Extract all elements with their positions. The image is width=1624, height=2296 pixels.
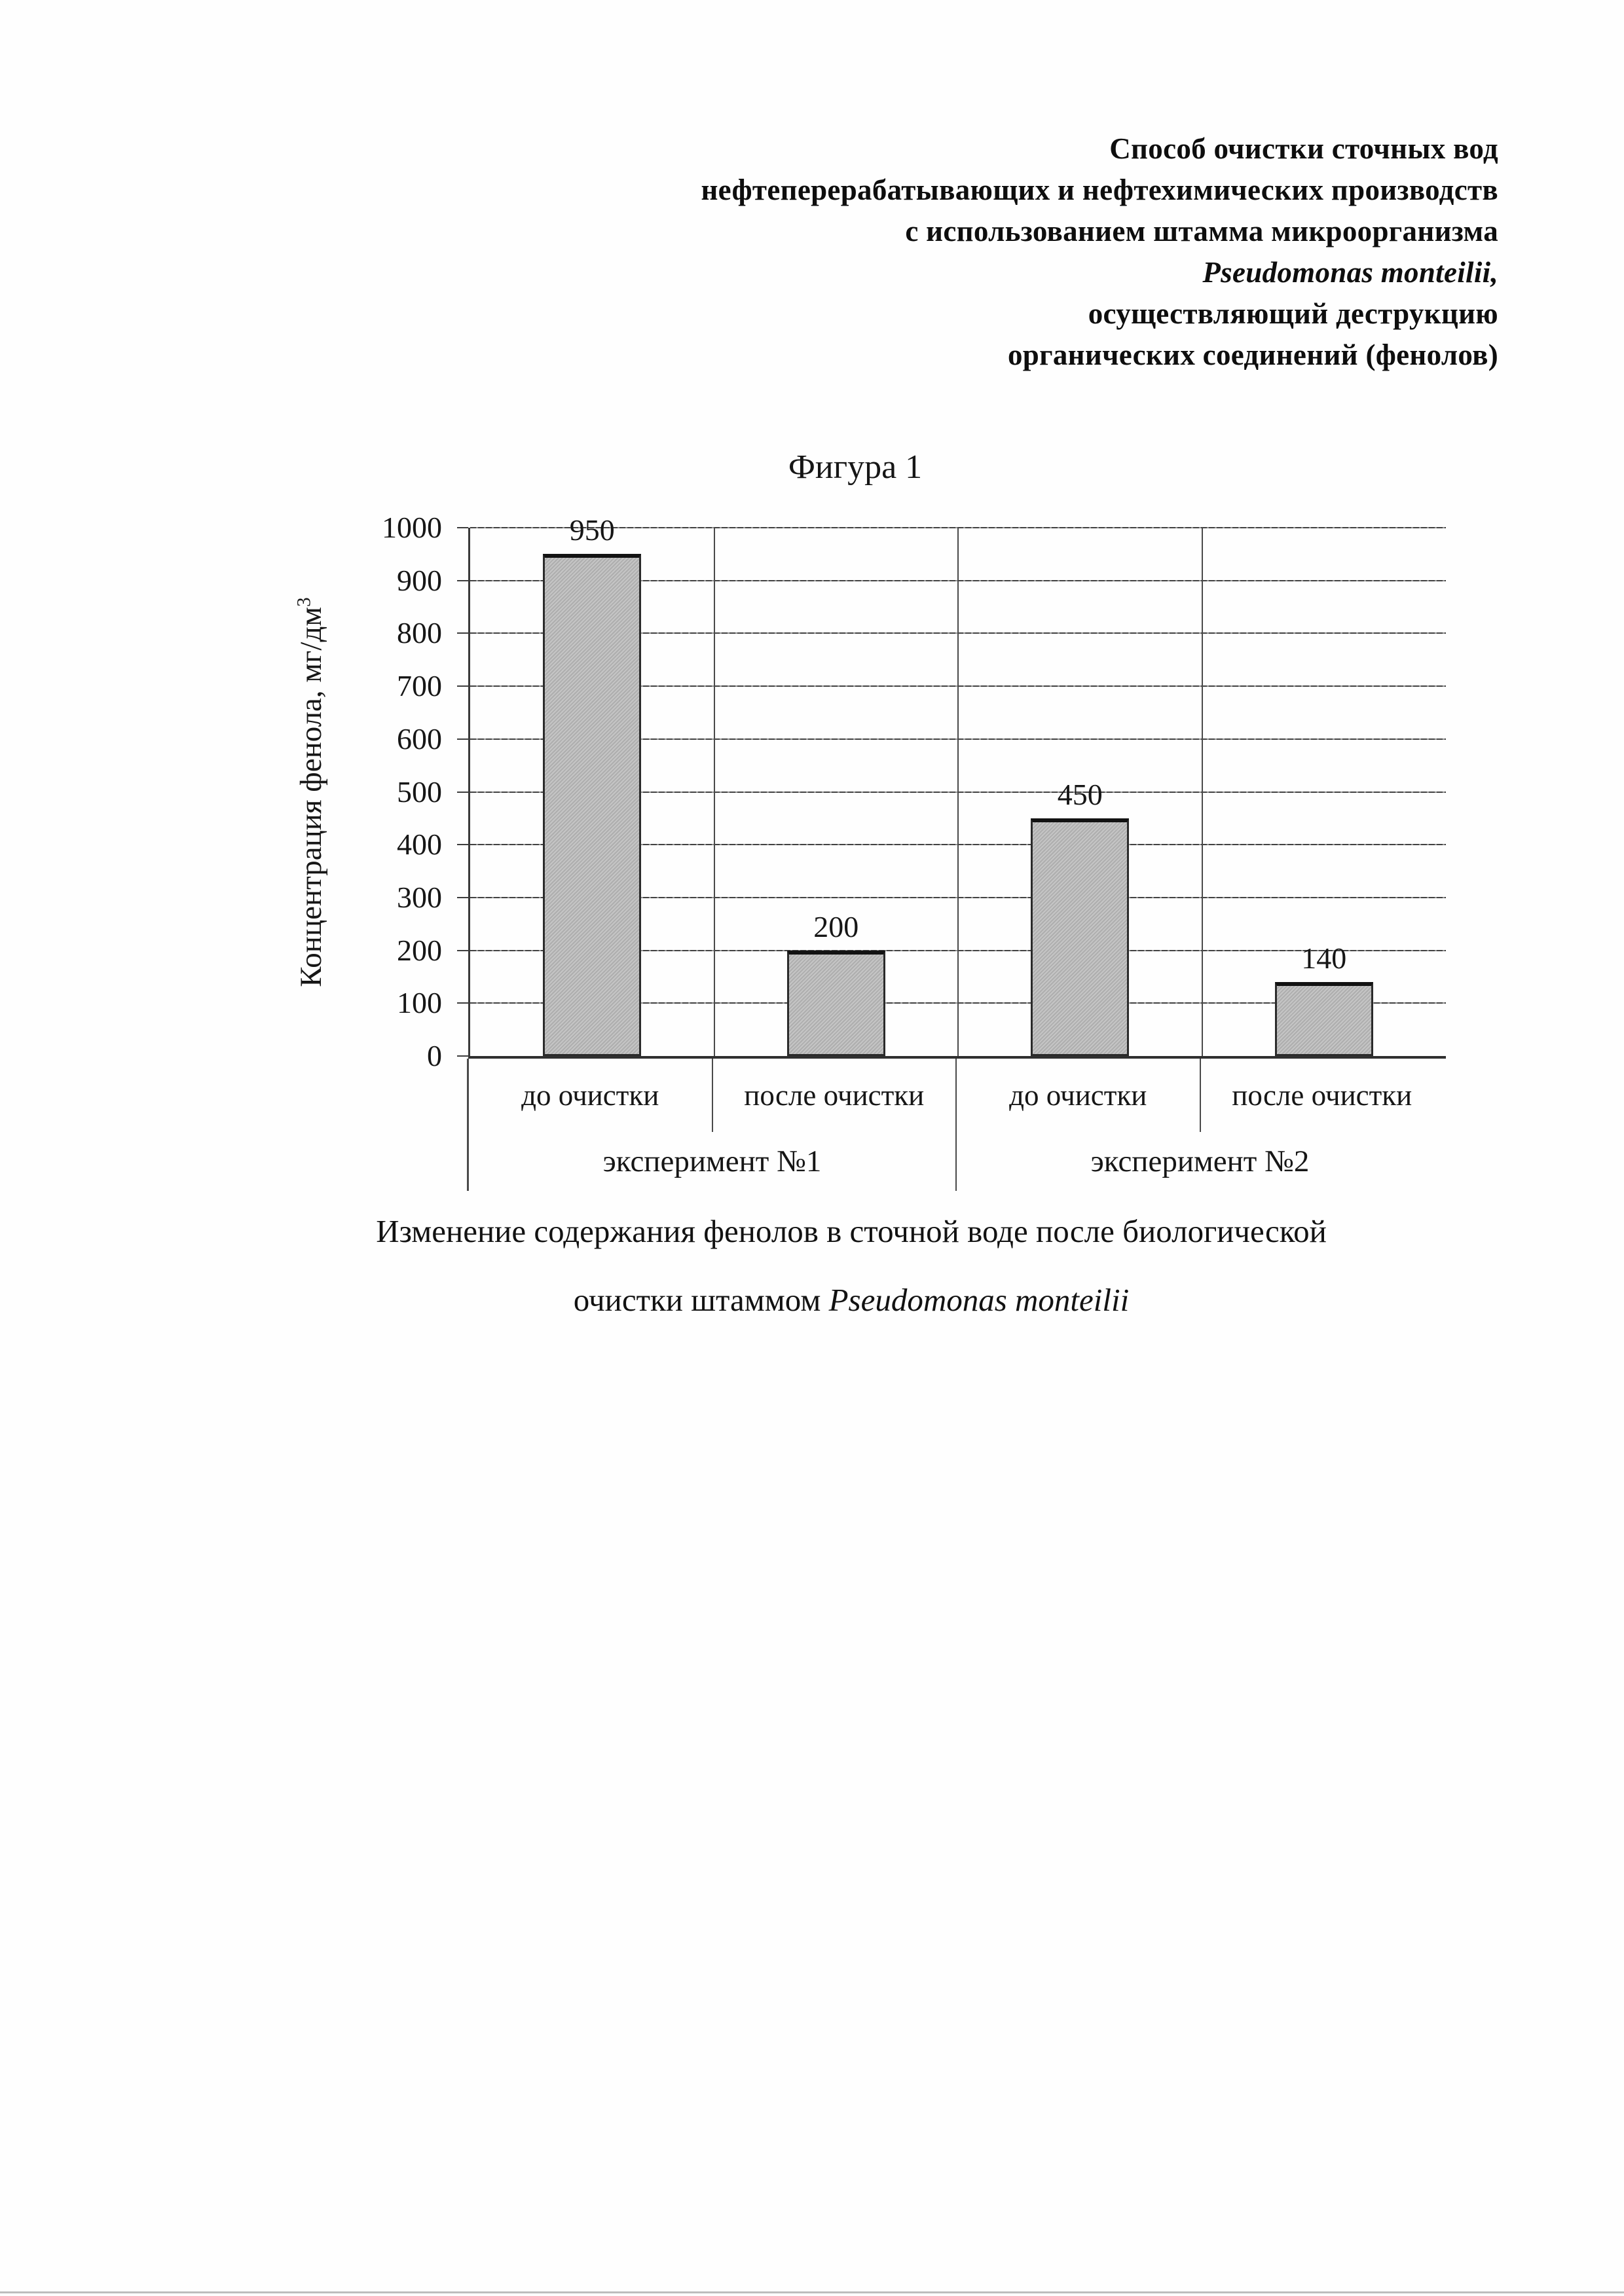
patent-title-line: с использованием штамма микроорганизма (905, 215, 1498, 247)
y-tick-label-100: 100 (397, 986, 442, 1020)
patent-title-block (701, 128, 1498, 376)
column-gridline-2 (957, 528, 959, 1056)
y-axis-title-main: Концентрация фенола, мг/дм (294, 606, 328, 987)
patent-title-line: осуществляющий деструкцию (1088, 297, 1498, 330)
x-category-label-2: после очистки (744, 1079, 925, 1112)
x-category-label-1: до очистки (521, 1079, 659, 1112)
figure-title: Фигура 1 (788, 448, 923, 486)
y-tick-label-1000: 1000 (382, 511, 442, 544)
patent-title-line: нефтеперерабатывающих и нефтехимических производств (701, 173, 1498, 206)
figure-caption (157, 1212, 1545, 1319)
plot-area (468, 513, 1446, 1059)
y-axis-tick-800 (457, 632, 468, 634)
y-axis-title-superscript: 3 (293, 596, 315, 607)
y-tick-label-700: 700 (397, 669, 442, 703)
bar-2 (787, 951, 885, 1056)
y-tick-label-200: 200 (397, 933, 442, 967)
x-group-label-1: эксперимент №1 (602, 1144, 822, 1178)
y-tick-label-800: 800 (397, 616, 442, 650)
y-axis-tick-500 (457, 792, 468, 793)
patent-title-species-line: Pseudomonas monteilii, (1202, 256, 1498, 289)
y-axis-tick-700 (457, 685, 468, 687)
caption-line-2 (157, 1281, 1545, 1319)
bar-value-label-2: 200 (813, 909, 859, 943)
y-axis-tick-600 (457, 738, 468, 740)
caption-line-1: Изменение содержания фенолов в сточной воде после биологической (376, 1213, 1327, 1249)
y-axis-tick-1000 (457, 527, 468, 528)
x-axis-area (468, 1059, 1444, 1193)
y-axis-tick-900 (457, 580, 468, 581)
y-axis-tick-200 (457, 950, 468, 951)
column-gridline-3 (1202, 528, 1203, 1056)
bar-1 (543, 554, 641, 1056)
y-tick-label-0: 0 (427, 1039, 442, 1072)
bar-3 (1031, 818, 1129, 1056)
y-tick-label-600: 600 (397, 721, 442, 756)
x-category-label-3: до очистки (1009, 1079, 1147, 1112)
x-group-label-2: эксперимент №2 (1090, 1144, 1310, 1178)
bar-value-label-1: 950 (569, 513, 615, 547)
y-axis-tick-300 (457, 897, 468, 898)
bar-value-label-4: 140 (1301, 941, 1347, 975)
page-bottom-scan-edge (0, 2291, 1624, 2293)
patent-title-line: Способ очистки сточных вод (1109, 132, 1498, 165)
bar-4 (1275, 982, 1373, 1056)
y-axis-tick-labels (282, 511, 442, 1072)
species-name-italic: Pseudomonas monteilii (828, 1282, 1130, 1318)
y-axis-tick-0 (457, 1055, 468, 1057)
y-tick-label-500: 500 (397, 774, 442, 809)
patent-title-line: органических соединений (фенолов) (1007, 338, 1498, 371)
y-tick-label-900: 900 (397, 563, 442, 597)
caption-line-2-prefix: очистки штаммом (573, 1282, 829, 1318)
y-axis-tick-400 (457, 844, 468, 845)
y-tick-label-400: 400 (397, 828, 442, 862)
y-tick-label-300: 300 (397, 880, 442, 914)
y-axis-tick-100 (457, 1002, 468, 1004)
x-category-label-4: после очистки (1232, 1079, 1412, 1112)
bar-value-label-3: 450 (1057, 777, 1103, 811)
column-gridline-1 (714, 528, 715, 1056)
